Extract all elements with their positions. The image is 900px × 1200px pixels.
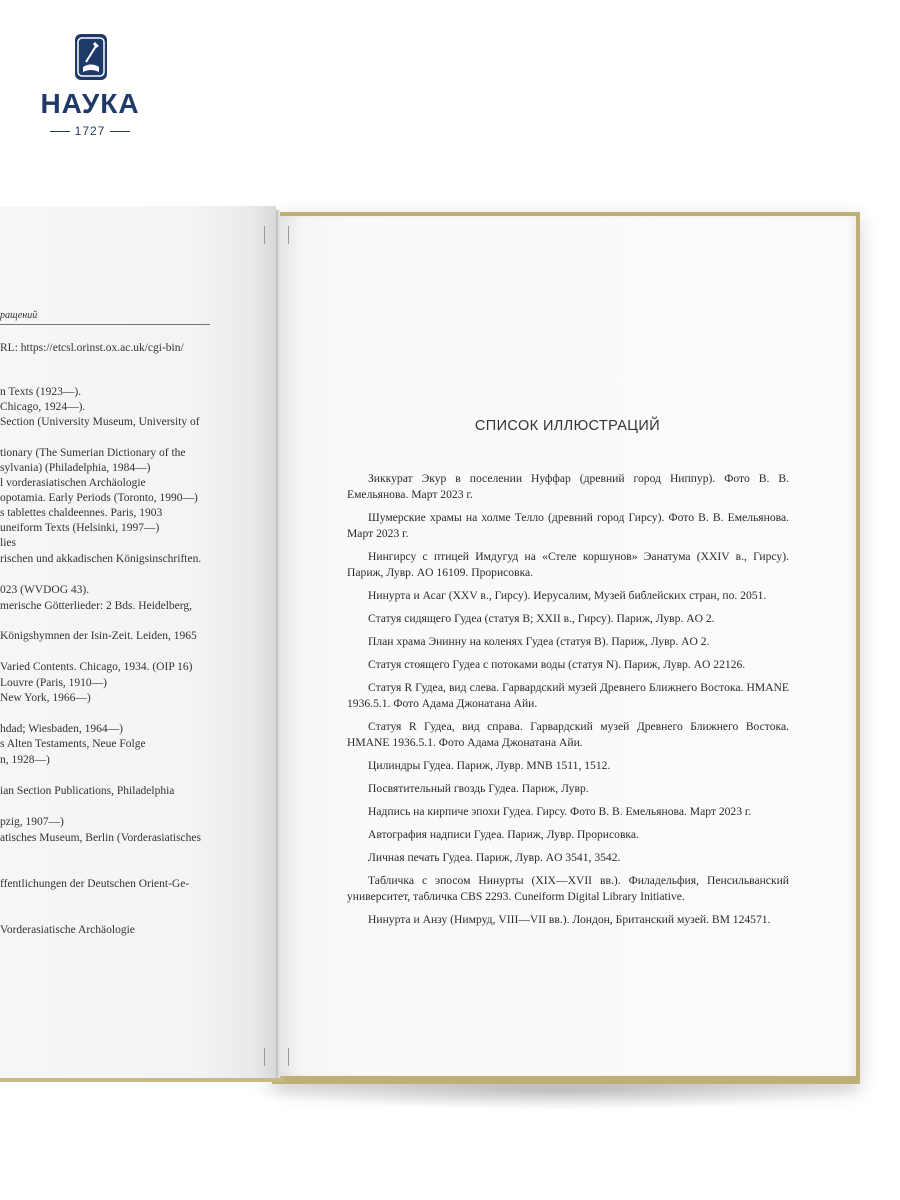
ribbon-mark <box>288 1048 289 1066</box>
bibliography-line: uneiform Texts (Helsinki, 1997—) <box>0 522 160 534</box>
list-item: Личная печать Гудеа. Париж, Лувр. AO 3541, 3542. <box>368 851 621 864</box>
bibliography-line: ian Section Publications, Philadelphia <box>0 785 175 797</box>
bibliography-line: lies <box>0 537 16 549</box>
bibliography-line: Königshymnen der Isin-Zeit. Leiden, 1965 <box>0 630 197 642</box>
list-item: Статуя стоящего Гудеа с потоками воды (статуя N). Париж, Лувр. AO 22126. <box>368 658 746 671</box>
list-item: Нинурта и Асаг (XXV в., Гирсу). Иерусалим, Музей библейских стран, по. 2051. <box>368 589 767 602</box>
logo-year: 1727 <box>30 124 150 138</box>
ribbon-mark <box>288 226 289 244</box>
bibliography-line: Vorderasiatische Archäologie <box>0 924 135 936</box>
bibliography-line: New York, 1966—) <box>0 692 91 704</box>
illustration-list <box>347 471 789 935</box>
bibliography-line: n Texts (1923—). <box>0 386 82 398</box>
bibliography-line: hdad; Wiesbaden, 1964—) <box>0 723 123 735</box>
list-item: Надпись на кирпиче эпохи Гудеа. Гирсу. Фото В. В. Емельянова. Март 2023 г. <box>368 805 752 818</box>
list-item: Статуя сидящего Гудеа (статуя B; XXII в., Гирсу). Париж, Лувр. AO 2. <box>368 612 715 625</box>
ribbon-mark <box>264 1048 265 1066</box>
bibliography-line: s tablettes chaldeennes. Paris, 1903 <box>0 507 163 519</box>
list-item: Зиккурат Экур в поселении Нуффар (древний город Ниппур). Фото В. В. Емельянова. Март 2023 г. <box>347 472 789 501</box>
bibliography-line: pzig, 1907—) <box>0 816 64 828</box>
bibliography-line: Section (University Museum, University of <box>0 416 200 428</box>
list-item: Шумерские храмы на холме Телло (древний город Гирсу). Фото В. В. Емельянова. Март 2023 г. <box>347 511 789 540</box>
publisher-logo <box>30 32 150 142</box>
list-item: Цилиндры Гудеа. Париж, Лувр. MNB 1511, 1512. <box>368 759 611 772</box>
ribbon-mark <box>264 226 265 244</box>
bibliography-line: opotamia. Early Periods (Toronto, 1990—) <box>0 492 198 504</box>
bibliography-line: Louvre (Paris, 1910—) <box>0 677 107 689</box>
list-item: Статуя R Гудеа, вид слева. Гарвардский музей Древнего Ближнего Востока. HMANE 1936.5.1. Фото Адама Джонатана Айи. <box>347 681 789 710</box>
logo-name: НАУКА <box>40 88 140 119</box>
list-item: Табличка с эпосом Нинурты (XIX—XVII вв.). Филадельфия, Пенсильванский университет, табличка CBS 2293. Cuneiform Digital Library Initiative. <box>347 874 789 903</box>
list-item: Нингирсу с птицей Имдугуд на «Стеле коршунов» Эанатума (XXIV в., Гирсу). Париж, Лувр. AO 16109. Прорисовка. <box>347 550 789 579</box>
bibliography-line: 023 (WVDOG 43). <box>0 584 90 596</box>
bibliography-line: atisches Museum, Berlin (Vorderasiatisches <box>0 832 201 844</box>
running-header: ращений <box>0 310 38 321</box>
page-title: СПИСОК ИЛЛЮСТРАЦИЙ <box>474 418 661 434</box>
list-item: Посвятительный гвоздь Гудеа. Париж, Лувр. <box>368 782 589 795</box>
bibliography-line: l vorderasiatischen Archäologie <box>0 477 146 489</box>
bibliography-line: Varied Contents. Chicago, 1934. (OIP 16) <box>0 661 193 673</box>
book-torch-icon <box>75 34 107 80</box>
bibliography-line: rischen und akkadischen Königsinschriften. <box>0 553 202 565</box>
list-item: Нинурта и Анзу (Нимруд, VIII—VII вв.). Лондон, Британский музей. BM 124571. <box>368 913 771 926</box>
bibliography-line: ffentlichungen der Deutschen Orient-Ge- <box>0 878 190 890</box>
bibliography-line: n, 1928—) <box>0 754 50 766</box>
list-item: Статуя R Гудеа, вид справа. Гарвардский музей Древнего Ближнего Востока. HMANE 1936.5.1. Фото Адама Джонатана Айи. <box>347 720 789 749</box>
bibliography-line: sylvania) (Philadelphia, 1984—) <box>0 462 151 474</box>
list-item: План храма Энинну на коленях Гудеа (статуя B). Париж, Лувр. AO 2. <box>368 635 710 648</box>
list-item: Автография надписи Гудеа. Париж, Лувр. Прорисовка. <box>368 828 639 841</box>
header-rule <box>0 324 210 325</box>
bibliography-line: tionary (The Sumerian Dictionary of the <box>0 447 186 459</box>
bibliography-line: merische Götterlieder: 2 Bds. Heidelberg, <box>0 600 193 612</box>
left-page <box>0 206 276 1078</box>
right-page <box>279 216 856 1076</box>
bibliography-line: Chicago, 1924—). <box>0 401 86 413</box>
bibliography-line: s Alten Testaments, Neue Folge <box>0 738 146 750</box>
bibliography-line: RL: https://etcsl.orinst.ox.ac.uk/cgi-bin/ <box>0 342 184 354</box>
